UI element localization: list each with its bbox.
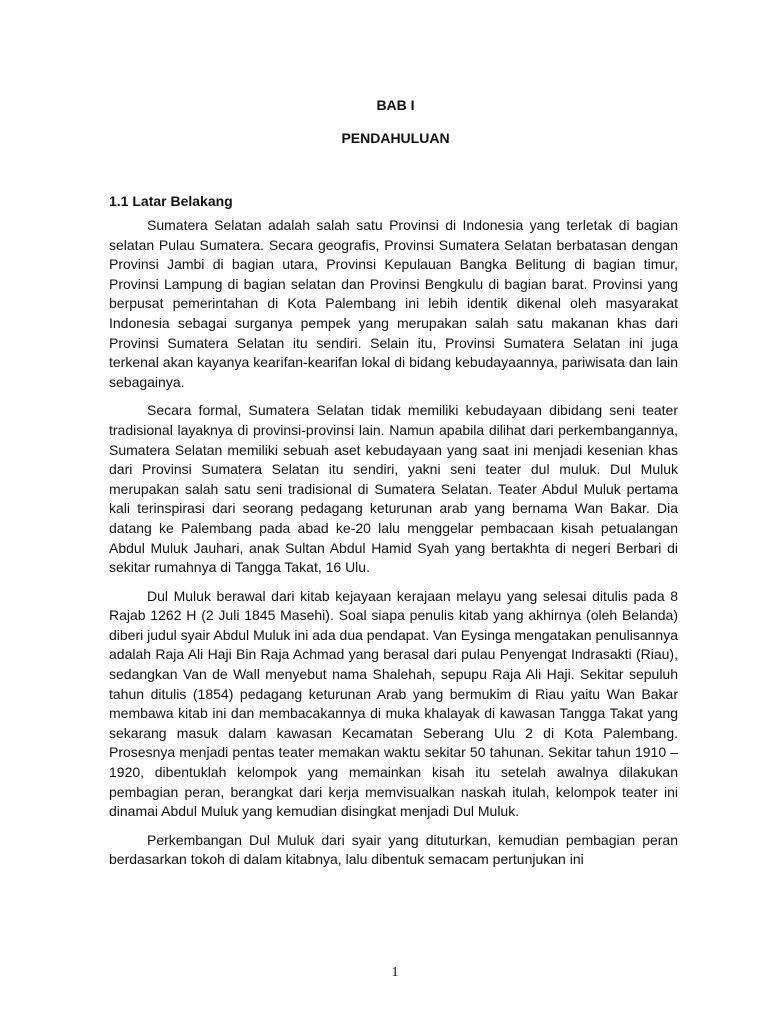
paragraph-3: Dul Muluk berawal dari kitab kejayaan kerajaan melayu yang selesai ditulis pada 8 Rajab 1262 H (2 Juli 1845 Masehi). Soal siapa penulis kitab yang akhirnya (oleh Belanda) diberi judul syair Abdul Muluk ini ada dua pendapat. Van Eysinga mengatakan penulisannya adalah Raja Ali Haji Bin Raja Achmad yang berasal dari pulau Penyengat Indrasakti (Riau), sedangkan Van de Wall menyebut nama Shalehah, sepupu Raja Ali Haji. Sekitar sepuluh tahun ditulis (1854) pedagang keturunan Arab yang bermukim di Riau yaitu Wan Bakar membawa kitab ini dan membacakannya di muka khalayak di kawasan Tangga Takat yang sekarang masuk dalam kawasan Kecamatan Seberang Ulu 2 di Kota Palembang. Prosesnya menjadi pentas teater memakan waktu sekitar 50 tahunan. Sekitar tahun 1910 – 1920, dibentuklah kelompok yang memainkan kisah itu setelah awalnya dilakukan pembagian peran, berangkat dari kerja memvisualkan naskah itulah, kelompok teater ini dinamai Abdul Muluk yang kemudian disingkat menjadi Dul Muluk. — [109, 587, 678, 820]
page-number: 1 — [391, 965, 399, 980]
paragraph-4: Perkembangan Dul Muluk dari syair yang dituturkan, kemudian pembagian peran berdasarkan tokoh di dalam kitabnya, lalu dibentuk semacam pertunjukan ini — [109, 831, 678, 868]
section-heading: 1.1 Latar Belakang — [109, 193, 233, 209]
chapter-label: BAB I — [376, 97, 415, 113]
chapter-title: PENDAHULUAN — [341, 130, 450, 146]
paragraph-2: Secara formal, Sumatera Selatan tidak memiliki kebudayaan dibidang seni teater tradisional layaknya di provinsi-provinsi lain. Namun apabila dilihat dari perkembangannya, Sumatera Selatan memiliki sebuah aset kebudayaan yang saat ini menjadi kesenian khas dari Provinsi Sumatera Selatan itu sendiri, yakni seni teater dul muluk. Dul Muluk merupakan salah satu seni tradisional di Sumatera Selatan. Teater Abdul Muluk pertama kali terinspirasi dari seorang pedagang keturunan arab yang bernama Wan Bakar. Dia datang ke Palembang pada abad ke-20 lalu menggelar pembacaan kisah petualangan Abdul Muluk Jauhari, anak Sultan Abdul Hamid Syah yang bertakhta di negeri Berbari di sekitar rumahnya di Tangga Takat, 16 Ulu. — [109, 402, 678, 576]
paragraph-1: Sumatera Selatan adalah salah satu Provinsi di Indonesia yang terletak di bagian selatan Pulau Sumatera. Secara geografis, Provinsi Sumatera Selatan berbatasan dengan Provinsi Jambi di bagian utara, Provinsi Kepulauan Bangka Belitung di bagian timur, Provinsi Lampung di bagian selatan dan Provinsi Bengkulu di bagian barat. Provinsi yang berpusat pemerintahan di Kota Palembang ini lebih identik dikenal oleh masyarakat Indonesia sebagai surganya pempek yang merupakan salah satu makanan khas dari Provinsi Sumatera Selatan itu sendiri. Selain itu, Provinsi Sumatera Selatan ini juga terkenal akan kayanya kearifan-kearifan lokal di bidang kebudayaannya, pariwisata dan lain sebagainya. — [109, 217, 678, 390]
page-content — [109, 95, 678, 879]
